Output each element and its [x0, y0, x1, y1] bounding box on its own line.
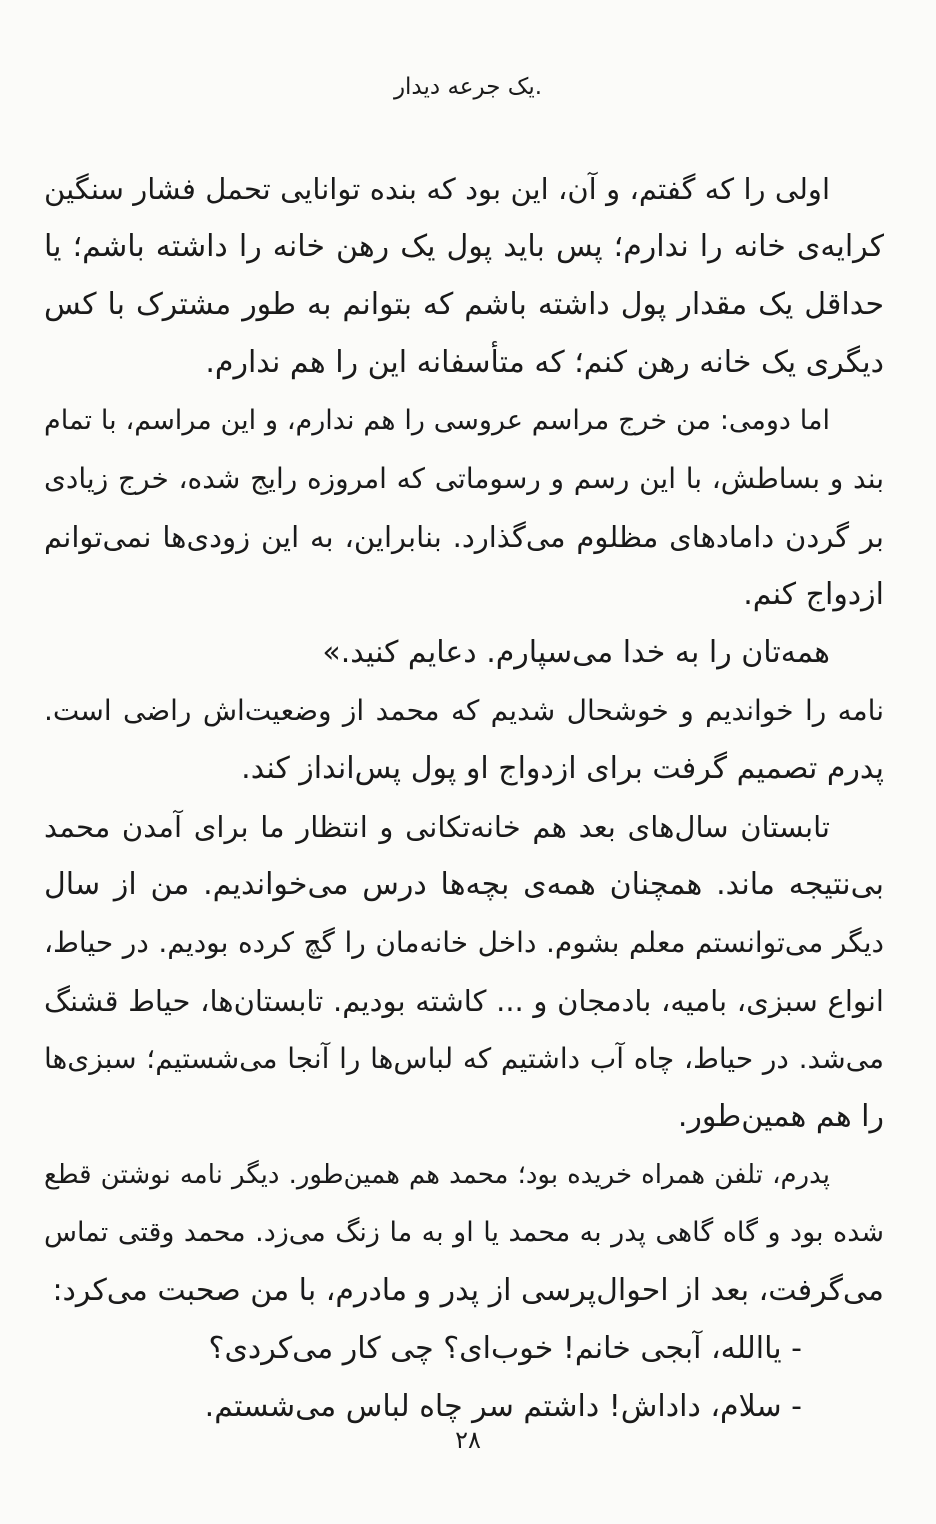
text-line: بی‌نتیجه ماند. همچنان همه‌ی بچه‌ها درس می‌خواندیم. من از سال: [44, 867, 884, 902]
text-line: دیگری یک خانه رهن کنم؛ که متأسفانه این را هم ندارم.: [205, 345, 884, 380]
text-line: دیگر می‌توانستم معلم بشوم. داخل خانه‌مان را گچ کرده بودیم. در حیاط،: [44, 926, 884, 959]
text-line: پدرم تصمیم گرفت برای ازدواج او پول پس‌انداز کند.: [241, 751, 884, 786]
text-line: پدرم، تلفن همراه خریده بود؛ محمد هم همین‌طور. دیگر نامه نوشتن قطع: [44, 1160, 830, 1190]
page-body-text: [44, 160, 884, 1436]
dialogue-line: - یاالله، آبجی خانم! خوب‌ای؟ چی کار می‌کردی؟: [208, 1331, 802, 1366]
text-line: حداقل یک مقدار پول داشته باشم که بتوانم به طور مشترک با کس: [44, 287, 884, 322]
text-line: همه‌تان را به خدا می‌سپارم. دعایم کنید.»: [322, 635, 830, 670]
text-line: کرایه‌ی خانه را ندارم؛ پس باید پول یک رهن خانه را داشته باشم؛ یا: [44, 229, 884, 264]
text-line: می‌گرفت، بعد از احوال‌پرسی از پدر و مادرم، با من صحبت می‌کرد:: [52, 1273, 884, 1308]
text-line: ازدواج کنم.: [743, 577, 884, 612]
text-line: اما دومی: من خرج مراسم عروسی را هم ندارم، و این مراسم، با تمام: [44, 405, 830, 436]
text-line: اولی را که گفتم، و آن، این بود که بنده توانایی تحمل فشار سنگین: [44, 172, 830, 206]
text-line: بر گردن دامادهای مظلوم می‌گذارد. بنابراین، به این زودی‌ها نمی‌توانم: [44, 520, 884, 554]
text-line: می‌شد. در حیاط، چاه آب داشتیم که لباس‌ها را آنجا می‌شستیم؛ سبزی‌ها: [44, 1042, 884, 1075]
text-line: نامه را خواندیم و خوشحال شدیم که محمد از وضعیت‌اش راضی است.: [44, 694, 884, 727]
text-line: تابستان سال‌های بعد هم خانه‌تکانی و انتظار ما برای آمدن محمد: [44, 810, 830, 844]
text-line: انواع سبزی، بامیه، بادمجان و ... کاشته بودیم. تابستان‌ها، حیاط قشنگ: [44, 984, 884, 1018]
text-line: شده بود و گاه گاهی پدر به محمد یا او به ما زنگ می‌زد. محمد وقتی تماس: [44, 1217, 884, 1248]
text-line: بند و بساطش، با این رسم و رسوماتی که امروزه رایج شده، خرج زیادی: [44, 462, 884, 495]
dialogue-line: - سلام، داداش! داشتم سر چاه لباس می‌شستم.: [204, 1389, 802, 1424]
text-line: را هم همین‌طور.: [677, 1099, 884, 1134]
running-header: .یک جرعه دیدار: [393, 74, 543, 100]
page-number: ۲۸: [455, 1426, 481, 1454]
